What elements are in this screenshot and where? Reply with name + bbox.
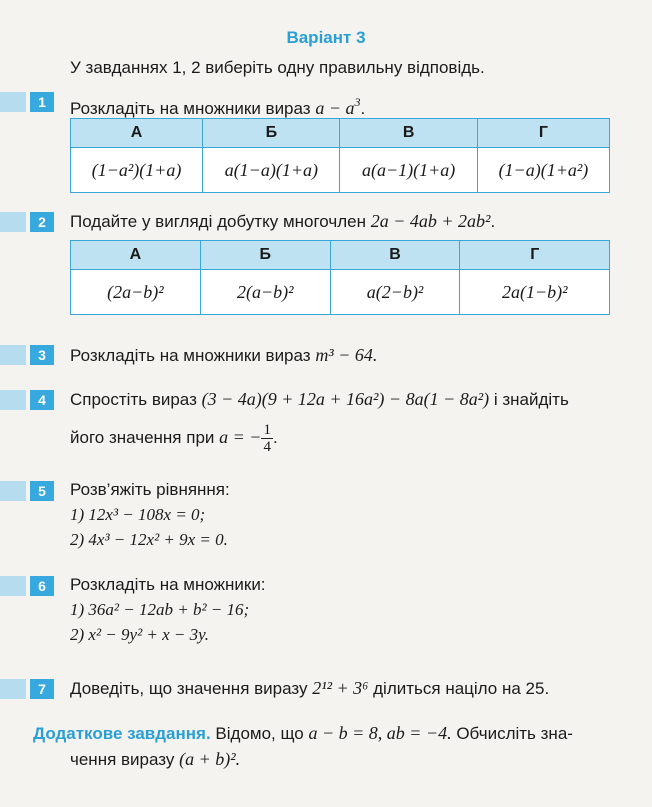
task-7-expression: 2¹² + 3⁶ bbox=[312, 678, 369, 698]
extra-task-prompt-cont: Обчисліть зна- bbox=[456, 724, 573, 743]
task-6-text: Розкладіть на множники: bbox=[70, 575, 266, 594]
task-5-equation-1: 1) 12x³ − 108x = 0; bbox=[70, 505, 206, 524]
task-1-expr-base: a − a bbox=[315, 98, 355, 118]
task-7-number: 7 bbox=[30, 679, 54, 699]
extra-task-line2-prompt: чення виразу bbox=[70, 750, 175, 769]
task-2-option-b[interactable]: 2(a−b)² bbox=[200, 270, 330, 315]
task-4-line2 bbox=[70, 422, 278, 455]
task-3-number: 3 bbox=[30, 345, 54, 365]
task-2-answer-table bbox=[70, 240, 610, 315]
extra-task-expression: (a + b)². bbox=[179, 749, 241, 769]
task-1-prompt: Розкладіть на множники вираз bbox=[70, 99, 311, 118]
task-1-option-v[interactable]: a(a−1)(1+a) bbox=[340, 148, 477, 193]
task-3-prompt: Розкладіть на множники вираз bbox=[70, 346, 311, 365]
task-1-option-g[interactable]: (1−a)(1+a²) bbox=[477, 148, 609, 193]
task-6-expression-1: 1) 36a² − 12ab + b² − 16; bbox=[70, 600, 250, 619]
extra-task bbox=[33, 722, 608, 745]
task-7-text bbox=[70, 677, 549, 700]
extra-task-prompt: Відомо, що bbox=[215, 724, 304, 743]
variant-title: Варіант 3 bbox=[286, 28, 366, 47]
task-2-prompt: Подайте у вигляді добутку многочлен bbox=[70, 212, 366, 231]
task-1-option-b[interactable]: a(1−a)(1+a) bbox=[203, 148, 340, 193]
task-4-expression: (3 − 4a)(9 + 12a + 16a²) − 8a(1 − 8a²) bbox=[201, 389, 490, 409]
fraction-denominator: 4 bbox=[263, 439, 271, 455]
task-2-header-v: В bbox=[330, 241, 460, 270]
task-2-option-a[interactable]: (2a−b)² bbox=[71, 270, 201, 315]
extra-task-condition: a − b = 8, ab = −4. bbox=[308, 723, 452, 743]
task-1-answer-table bbox=[70, 118, 610, 193]
task-1-header-g: Г bbox=[477, 119, 609, 148]
task-1-text bbox=[70, 91, 365, 120]
task-4-value-expr: a = − bbox=[219, 426, 262, 447]
task-2-header-a: А bbox=[71, 241, 201, 270]
task-4-number: 4 bbox=[30, 390, 54, 410]
task-2-end: . bbox=[490, 212, 496, 231]
task-3-expression: m³ − 64. bbox=[315, 345, 378, 365]
task-2-number: 2 bbox=[30, 212, 54, 232]
task-2-option-g[interactable]: 2a(1−b)² bbox=[460, 270, 610, 315]
task-2-option-v[interactable]: a(2−b)² bbox=[330, 270, 460, 315]
task-7-prompt: Доведіть, що значення виразу bbox=[70, 679, 308, 698]
task-6-expression-2: 2) x² − 9y² + x − 3y. bbox=[70, 625, 210, 644]
task-2-text bbox=[70, 210, 495, 233]
task-2-expression: 2a − 4ab + 2ab² bbox=[370, 211, 491, 231]
task-6-number: 6 bbox=[30, 576, 54, 596]
task-4-text bbox=[70, 388, 615, 411]
task-7-prompt-cont: ділиться націло на 25. bbox=[373, 679, 550, 698]
task-4-value-prompt: його значення при bbox=[70, 427, 215, 447]
task-4-prompt: Спростіть вираз bbox=[70, 390, 197, 409]
task-2-header-b: Б bbox=[200, 241, 330, 270]
task-5-text: Розв’яжіть рівняння: bbox=[70, 480, 230, 499]
task-1-header-a: А bbox=[71, 119, 203, 148]
task-4-prompt-cont: і знайдіть bbox=[493, 390, 569, 409]
task-1-end: . bbox=[360, 99, 366, 118]
task-1-expr-exponent: 3 bbox=[354, 95, 361, 109]
extra-task-label: Додаткове завдання. bbox=[33, 724, 211, 743]
task-1-number: 1 bbox=[30, 92, 54, 112]
task-1-option-a[interactable]: (1−a²)(1+a) bbox=[71, 148, 203, 193]
task-1-header-v: В bbox=[340, 119, 477, 148]
extra-task-line2 bbox=[70, 748, 240, 771]
task-4-end: . bbox=[272, 427, 278, 447]
task-4-fraction bbox=[261, 422, 273, 455]
task-1-header-b: Б bbox=[203, 119, 340, 148]
task-3-text bbox=[70, 344, 377, 367]
task-1-expression bbox=[315, 95, 361, 118]
task-5-equation-2: 2) 4x³ − 12x² + 9x = 0. bbox=[70, 530, 228, 549]
task-2-header-g: Г bbox=[460, 241, 610, 270]
fraction-numerator: 1 bbox=[263, 422, 271, 438]
task-5-number: 5 bbox=[30, 481, 54, 501]
instructions: У завданнях 1, 2 виберіть одну правильну відповідь. bbox=[70, 58, 485, 77]
